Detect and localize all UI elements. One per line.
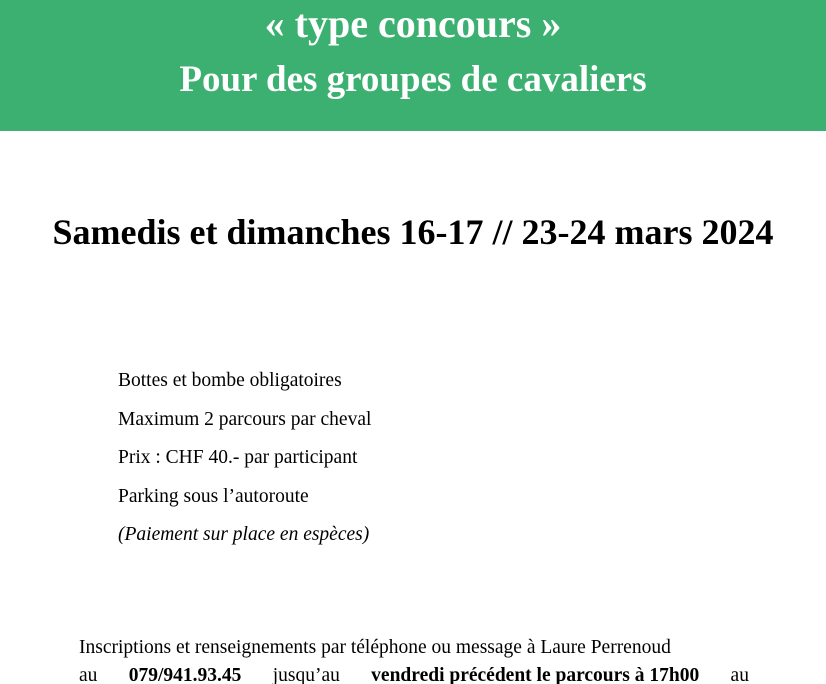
info-item-parking: Parking sous l’autoroute: [118, 485, 309, 507]
registration-line: Inscriptions et renseignements par téléphone ou message à Laure Perrenoud: [79, 637, 671, 658]
au-end-text: au: [730, 665, 749, 684]
phone-number: 079/941.93.45: [128, 665, 242, 684]
header-banner: [0, 0, 826, 131]
event-dates: Samedis et dimanches 16-17 // 23-24 mars 2024: [52, 212, 774, 252]
until-text: jusqu’au: [272, 665, 340, 684]
deadline-text: vendredi précédent le parcours à 17h00: [371, 665, 700, 684]
registration-info: [79, 634, 749, 684]
payment-note: (Paiement sur place en espèces): [118, 524, 370, 545]
banner-title: « type concours »: [264, 1, 562, 46]
info-item-max-rounds: Maximum 2 parcours par cheval: [118, 408, 372, 430]
info-list: [118, 362, 371, 555]
info-item-price: Prix : CHF 40.- par participant: [118, 447, 358, 468]
info-item-boots: Bottes et bombe obligatoires: [118, 370, 342, 391]
au-text: au: [79, 665, 98, 684]
registration-contact-line: [79, 662, 749, 684]
banner-subtitle: Pour des groupes de cavaliers: [179, 59, 647, 100]
